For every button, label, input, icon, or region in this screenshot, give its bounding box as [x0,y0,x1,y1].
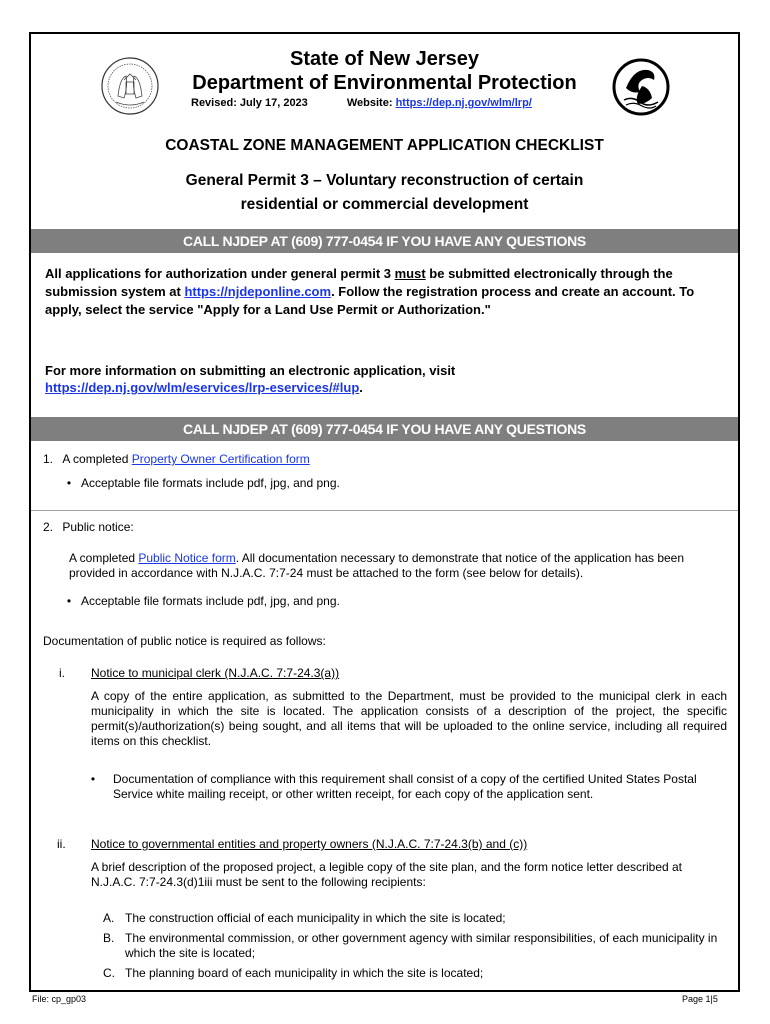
intro-paragraph [45,265,724,319]
item1-number: 1. [43,452,54,466]
more-info-paragraph [45,362,724,396]
checklist-title: COASTAL ZONE MANAGEMENT APPLICATION CHECKLIST [165,137,604,154]
eservices-link[interactable]: https://dep.nj.gov/wlm/eservices/lrp-eservices/#lup [45,380,360,395]
item2-bullet: Acceptable file formats include pdf, jpg, and png. [81,594,340,608]
revised-date: Revised: July 17, 2023 [191,97,308,109]
footer-page-number: Page 1|5 [682,994,718,1004]
more-info-text: For more information on submitting an electronic application, visit [45,363,456,378]
public-notice-description [69,551,729,581]
documentation-intro: Documentation of public notice is required as follows: [43,634,326,648]
intro-text-2: be submitted electronically through the submission system at [45,266,673,299]
section-divider [31,510,738,511]
gp-title-line1: General Permit 3 – Voluntary reconstruction of certain [185,172,584,189]
recipient-letter-a: A. [103,911,115,925]
recipient-letter-c: C. [103,966,115,980]
intro-text-1: All applications for authorization under general permit 3 [45,266,395,281]
item2-number: 2. [43,520,54,534]
checklist-item-2 [43,520,134,535]
bullet-icon: • [66,476,72,490]
recipient-text-a: The construction official of each municipality in which the site is located; [125,911,506,925]
must-emphasis: must [394,266,426,281]
recipient-text-b: The environmental commission, or other government agency with similar responsibilities, of each municipality in which the site is located; [125,931,718,960]
recipient-text-c: The planning board of each municipality in which the site is located; [125,966,484,980]
item2-label: Public notice: [62,520,134,534]
bullet-icon: • [66,594,72,608]
gp-title-line2: residential or commercial development [240,196,529,213]
notice-ii-text: A brief description of the proposed project, a legible copy of the site plan, and the form notice letter described at N.J.A.C. 7:7-24.3(d)1iii must be sent to the following recipients: [91,860,683,889]
department-name: Department of Environmental Protection [192,72,577,94]
more-info-period: . [359,380,363,395]
general-permit-title [31,169,738,217]
call-banner-bottom: CALL NJDEP AT (609) 777-0454 IF YOU HAVE ANY QUESTIONS [31,417,738,441]
notice-i-numeral: i. [59,666,65,680]
notice-i-bullet: Documentation of compliance with this requirement shall consist of a copy of the certified United States Postal Service white mailing receipt, or other written receipt, for each copy of the application sent. [113,772,697,801]
call-banner-top: CALL NJDEP AT (609) 777-0454 IF YOU HAVE ANY QUESTIONS [31,229,738,253]
notice-ii-heading: Notice to governmental entities and property owners (N.J.A.C. 7:7-24.3(b) and (c)) [91,837,528,851]
document-header [31,34,738,134]
state-name: State of New Jersey [290,48,479,70]
revision-website-row [191,97,532,109]
bullet-icon: • [90,772,96,786]
intro-text-3: . Follow the registration process and create an account. To apply, select the service "Apply for a Land Use Permit or Authorization." [45,284,695,317]
public-notice-form-link[interactable]: Public Notice form [138,551,236,565]
recipient-letter-b: B. [103,931,115,945]
footer-file-name: File: cp_gp03 [32,994,87,1004]
property-owner-certification-link[interactable]: Property Owner Certification form [131,452,310,466]
njdeponline-link[interactable]: https://njdeponline.com [184,284,332,299]
website-label: Website: [346,97,393,109]
notice-ii-numeral: ii. [57,837,66,851]
item2-text: . All documentation necessary to demonstrate that notice of the application has been provided in accordance with N.J.A.C. 7:7-24 must be attached to the form (see below for details). [69,551,685,580]
document-page [29,32,740,992]
checklist-item-1 [43,452,726,491]
notice-i-heading: Notice to municipal clerk (N.J.A.C. 7:7-24.3(a)) [91,666,340,680]
item1-prefix: A completed [62,452,132,466]
item2-prefix: A completed [69,551,139,565]
website-link[interactable]: https://dep.nj.gov/wlm/lrp/ [395,97,532,109]
dep-logo-icon [612,58,670,116]
item1-bullet: Acceptable file formats include pdf, jpg, and png. [81,476,340,490]
item2-bullet-row [57,594,340,609]
notice-i-text: A copy of the entire application, as submitted to the Department, must be provided to the municipal clerk in each municipality in which the site is located. The application consists of a description of the project, the specific permit(s)/authorization(s) being sought, and all items that will be uploaded to the online service, including all required items on this checklist. [91,689,727,748]
